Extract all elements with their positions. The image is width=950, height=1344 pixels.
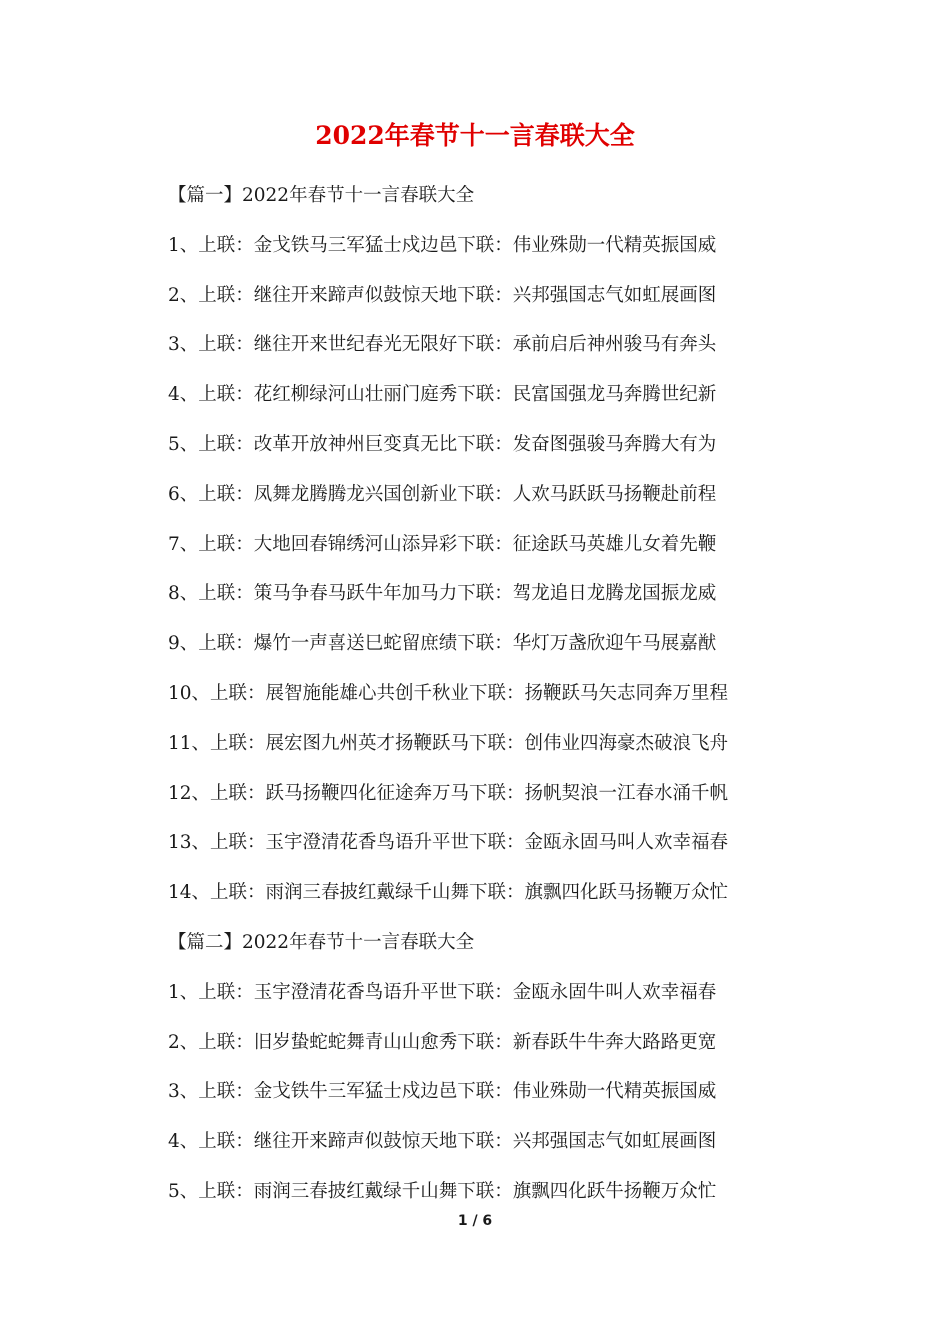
couplet-line: 4、上联：继往开来蹄声似鼓惊天地下联：兴邦强国志气如虹展画图 (168, 1131, 717, 1153)
couplet-line: 9、上联：爆竹一声喜送巳蛇留庶绩下联：华灯万盏欣迎午马展嘉猷 (168, 633, 717, 655)
couplet-line: 7、上联：大地回春锦绣河山添异彩下联：征途跃马英雄儿女着先鞭 (168, 533, 717, 555)
couplet-line: 3、上联：继往开来世纪春光无限好下联：承前启后神州骏马有奔头 (168, 334, 717, 356)
couplet-line: 11、上联：展宏图九州英才扬鞭跃马下联：创伟业四海豪杰破浪飞舟 (168, 732, 729, 754)
couplet-line: 14、上联：雨润三春披红戴绿千山舞下联：旗飘四化跃马扬鞭万众忙 (168, 882, 729, 904)
couplet-line: 13、上联：玉宇澄清花香鸟语升平世下联：金瓯永固马叫人欢幸福春 (168, 832, 729, 854)
document-title: 2022年春节十一言春联大全 (315, 121, 635, 150)
couplet-line: 1、上联：玉宇澄清花香鸟语升平世下联：金瓯永固牛叫人欢幸福春 (168, 981, 717, 1003)
page-indicator: 1 / 6 (457, 1213, 493, 1229)
section-heading: 【篇一】2022年春节十一言春联大全 (168, 185, 475, 206)
couplet-line: 5、上联：改革开放神州巨变真无比下联：发奋图强骏马奔腾大有为 (168, 433, 717, 455)
couplet-line: 8、上联：策马争春马跃牛年加马力下联：驾龙追日龙腾龙国振龙威 (168, 583, 717, 605)
couplet-line: 6、上联：凤舞龙腾腾龙兴国创新业下联：人欢马跃跃马扬鞭赴前程 (168, 483, 717, 505)
section-heading: 【篇二】2022年春节十一言春联大全 (168, 931, 475, 953)
couplet-line: 2、上联：继往开来蹄声似鼓惊天地下联：兴邦强国志气如虹展画图 (168, 284, 717, 306)
couplet-line: 12、上联：跃马扬鞭四化征途奔万马下联：扬帆契浪一江春水涌千帆 (168, 782, 729, 804)
couplet-line: 5、上联：雨润三春披红戴绿千山舞下联：旗飘四化跃牛扬鞭万众忙 (168, 1180, 717, 1202)
document-body (168, 178, 868, 1224)
couplet-line: 10、上联：展智施能雄心共创千秋业下联：扬鞭跃马矢志同奔万里程 (168, 682, 729, 704)
couplet-line: 1、上联：金戈铁马三军猛士戍边邑下联：伟业殊勋一代精英振国威 (168, 234, 717, 256)
couplet-line: 4、上联：花红柳绿河山壮丽门庭秀下联：民富国强龙马奔腾世纪新 (168, 384, 717, 406)
couplet-line: 2、上联：旧岁蛰蛇蛇舞青山山愈秀下联：新春跃牛牛奔大路路更宽 (168, 1031, 717, 1053)
couplet-line: 3、上联：金戈铁牛三军猛士戍边邑下联：伟业殊勋一代精英振国威 (168, 1081, 717, 1103)
